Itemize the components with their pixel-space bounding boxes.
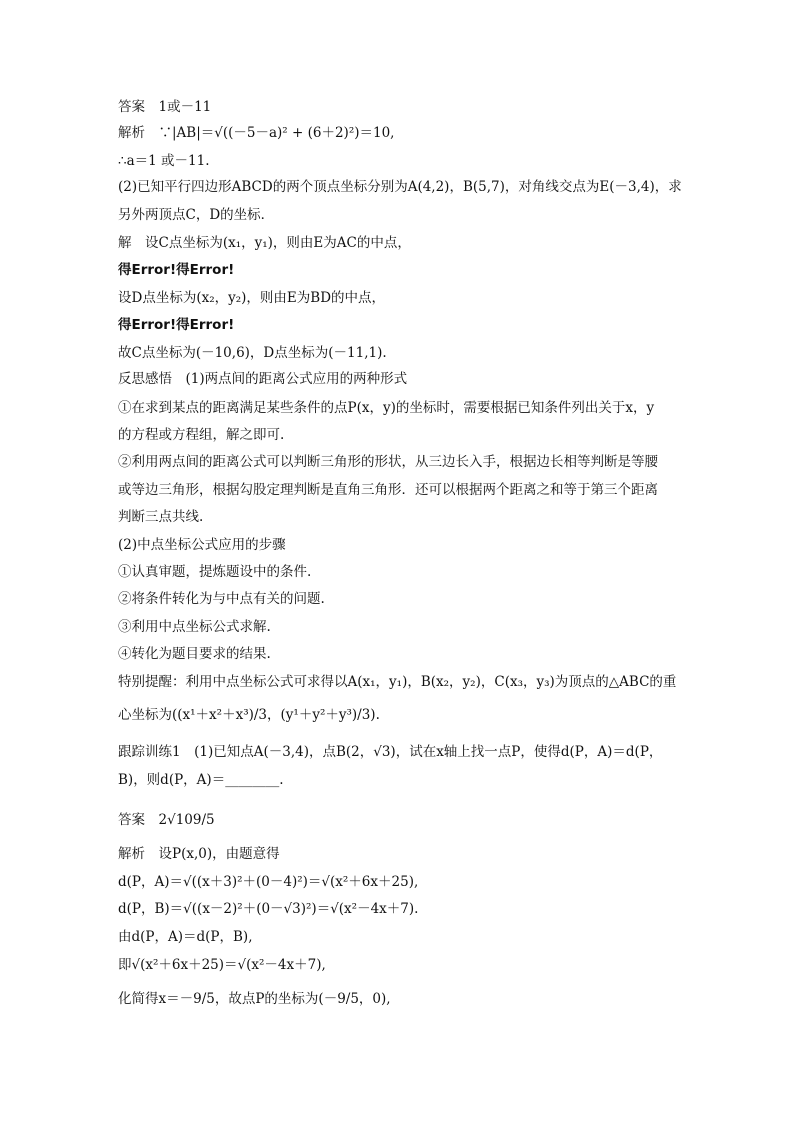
question-2-line-1: (2)已知平行四边形ABCD的两个顶点坐标分别为A(4,2)，B(5,7)，对角线交点为E(－3,4)，求 xyxy=(118,179,682,195)
error-line-1: 得Error!得Error! xyxy=(118,262,235,278)
special-note-line-2: 心坐标为((x¹＋x²＋x³)/3，(y¹＋y²＋y³)/3). xyxy=(118,707,380,723)
practice-line-1: 跟踪训练1 (1)已知点A(－3,4)，点B(2，√3)，试在x轴上找一点P，使得d(P，A)＝d(P， xyxy=(118,744,663,760)
reflection-line-5: 判断三点共线. xyxy=(118,509,204,525)
reflection-line-2: 的方程或方程组，解之即可. xyxy=(118,427,285,443)
answer-line-1: 答案 1或－11 xyxy=(118,99,212,115)
distance-pb-line: d(P，B)＝√((x－2)²＋(0－√3)²)＝√(x²－4x＋7). xyxy=(118,901,419,917)
equation-line: 即√(x²＋6x＋25)＝√(x²－4x＋7), xyxy=(118,957,326,973)
midpoint-heading: (2)中点坐标公式应用的步骤 xyxy=(118,537,286,553)
reflection-heading: 反思感悟 (1)两点间的距离公式应用的两种形式 xyxy=(118,371,408,387)
equality-line: 由d(P，A)＝d(P，B), xyxy=(118,929,253,945)
reflection-line-4: 或等边三角形，根据勾股定理判断是直角三角形．还可以根据两个距离之和等于第三个距离 xyxy=(118,482,658,498)
reflection-line-3: ②利用两点间的距离公式可以判断三角形的形状，从三边长入手，根据边长相等判断是等腰 xyxy=(118,454,658,470)
midpoint-step-3: ③利用中点坐标公式求解. xyxy=(118,619,271,635)
analysis-line-1: 解析 ∵|AB|＝√((－5－a)² + (6＋2)²)＝10, xyxy=(118,125,395,141)
special-note-line-1: 特别提醒：利用中点坐标公式可求得以A(x₁，y₁)，B(x₂，y₂)，C(x₃，y₃)为顶点的△ABC的重 xyxy=(118,674,677,690)
answer-line-2: 答案 2√109/5 xyxy=(118,812,215,828)
reflection-line-1: ①在求到某点的距离满足某些条件的点P(x，y)的坐标时，需要根据已知条件列出关于x，y xyxy=(118,400,655,416)
simplified-line: 化简得x＝－9/5，故点P的坐标为(－9/5，0), xyxy=(118,991,391,1007)
practice-line-2: B)，则d(P，A)＝________. xyxy=(118,772,284,788)
question-2-line-2: 另外两顶点C，D的坐标． xyxy=(118,207,275,223)
solution-line-1: 解 设C点坐标为(x₁，y₁)，则由E为AC的中点， xyxy=(118,235,411,251)
midpoint-step-1: ①认真审题，提炼题设中的条件. xyxy=(118,564,312,580)
solution-line-2: 设D点坐标为(x₂，y₂)，则由E为BD的中点， xyxy=(118,290,386,306)
midpoint-step-4: ④转化为题目要求的结果. xyxy=(118,646,271,662)
result-line-1: ∴a＝1 或－11. xyxy=(118,153,210,169)
error-line-2: 得Error!得Error! xyxy=(118,317,235,333)
distance-pa-line: d(P，A)＝√((x＋3)²＋(0－4)²)＝√(x²＋6x＋25), xyxy=(118,874,419,890)
midpoint-step-2: ②将条件转化为与中点有关的问题. xyxy=(118,591,325,607)
solution-line-3: 故C点坐标为(－10,6)，D点坐标为(－11,1). xyxy=(118,345,387,361)
analysis-line-2: 解析 设P(x,0)，由题意得 xyxy=(118,846,280,862)
